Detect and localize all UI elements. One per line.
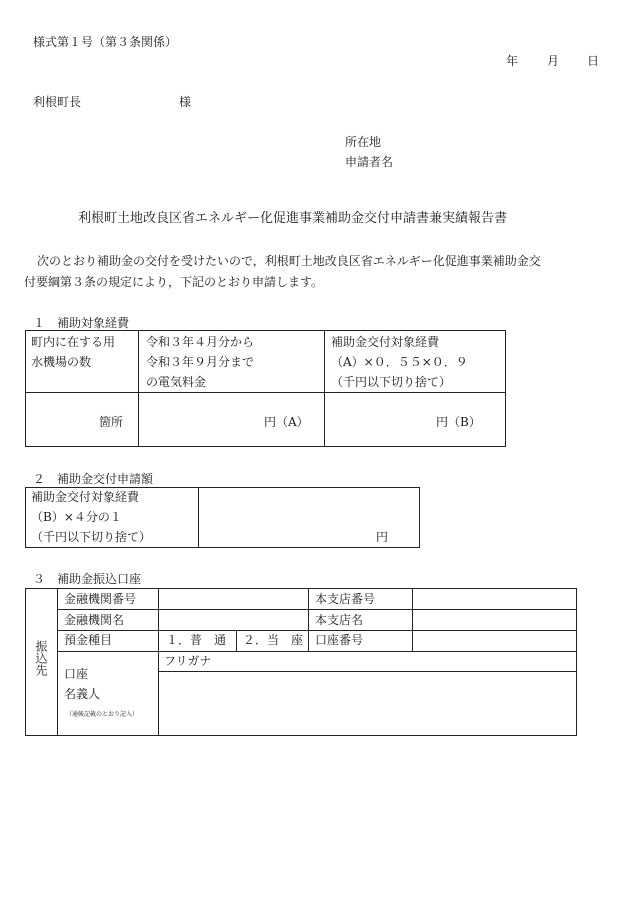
body-text-line1: 次のとおり補助金の交付を受けたいので，利根町土地改良区省エネルギー化促進事業補助金交 [37, 254, 541, 268]
stations-count-label-2: 水機場の数 [31, 355, 92, 369]
account-holder-label-2: 名義人 [64, 687, 101, 701]
stations-count-label-1: 町内に在する用 [31, 335, 116, 349]
location-label: 所在地 [345, 135, 382, 149]
date-year-label: 年 [506, 54, 519, 68]
section1-heading: １ 補助対象経費 [33, 316, 130, 330]
addressee: 利根町長 [33, 95, 82, 109]
application-amount-label-3: （千円以下切り捨て） [31, 530, 152, 544]
transfer-destination-label: 振込先 [34, 640, 48, 676]
date-month-label: 月 [547, 54, 560, 68]
unit-yen-a: 円（A） [264, 415, 309, 429]
electricity-period-label-3: の電気料金 [146, 375, 207, 389]
subsidy-expense-label-2: （A）×０．５５×０．９ [331, 355, 468, 369]
deposit-type-label: 預金種目 [64, 633, 113, 647]
account-holder-note: （通帳記載のとおり記入） [66, 711, 139, 718]
application-amount-label-2: （B）×４分の１ [31, 510, 122, 524]
electricity-period-label-1: 令和３年４月分から [146, 335, 255, 349]
subsidy-expense-label-3: （千円以下切り捨て） [331, 375, 452, 389]
account-number-label: 口座番号 [315, 633, 364, 647]
subsidy-expense-label-1: 補助金交付対象経費 [331, 335, 440, 349]
addressee-suffix: 様 [179, 95, 192, 109]
branch-name-label: 本支店名 [315, 613, 364, 627]
deposit-option-checking[interactable]: ２．当 座 [243, 633, 304, 647]
application-amount-label-1: 補助金交付対象経費 [31, 490, 140, 504]
unit-yen-b: 円（B） [436, 415, 481, 429]
unit-places: 箇所 [99, 415, 124, 429]
bank-name-label: 金融機関名 [64, 613, 125, 627]
document-title: 利根町土地改良区省エネルギー化促進事業補助金交付申請書兼実績報告書 [78, 211, 508, 226]
branch-code-label: 本支店番号 [315, 592, 376, 606]
bank-code-label: 金融機関番号 [64, 592, 137, 606]
section2-heading: ２ 補助金交付申請額 [33, 472, 154, 486]
form-number: 様式第１号（第３条関係） [33, 35, 178, 49]
date-day-label: 日 [587, 54, 600, 68]
furigana-label: フリガナ [164, 654, 212, 668]
account-holder-label-1: 口座 [64, 667, 89, 681]
section3-heading: ３ 補助金振込口座 [33, 572, 142, 586]
body-text-line2: 付要綱第３条の規定により，下記のとおり申請します。 [24, 275, 324, 289]
deposit-option-ordinary[interactable]: １．普 通 [166, 633, 227, 647]
electricity-period-label-2: 令和３年９月分まで [146, 355, 255, 369]
applicant-name-label: 申請者名 [345, 155, 394, 169]
unit-yen: 円 [376, 530, 389, 544]
